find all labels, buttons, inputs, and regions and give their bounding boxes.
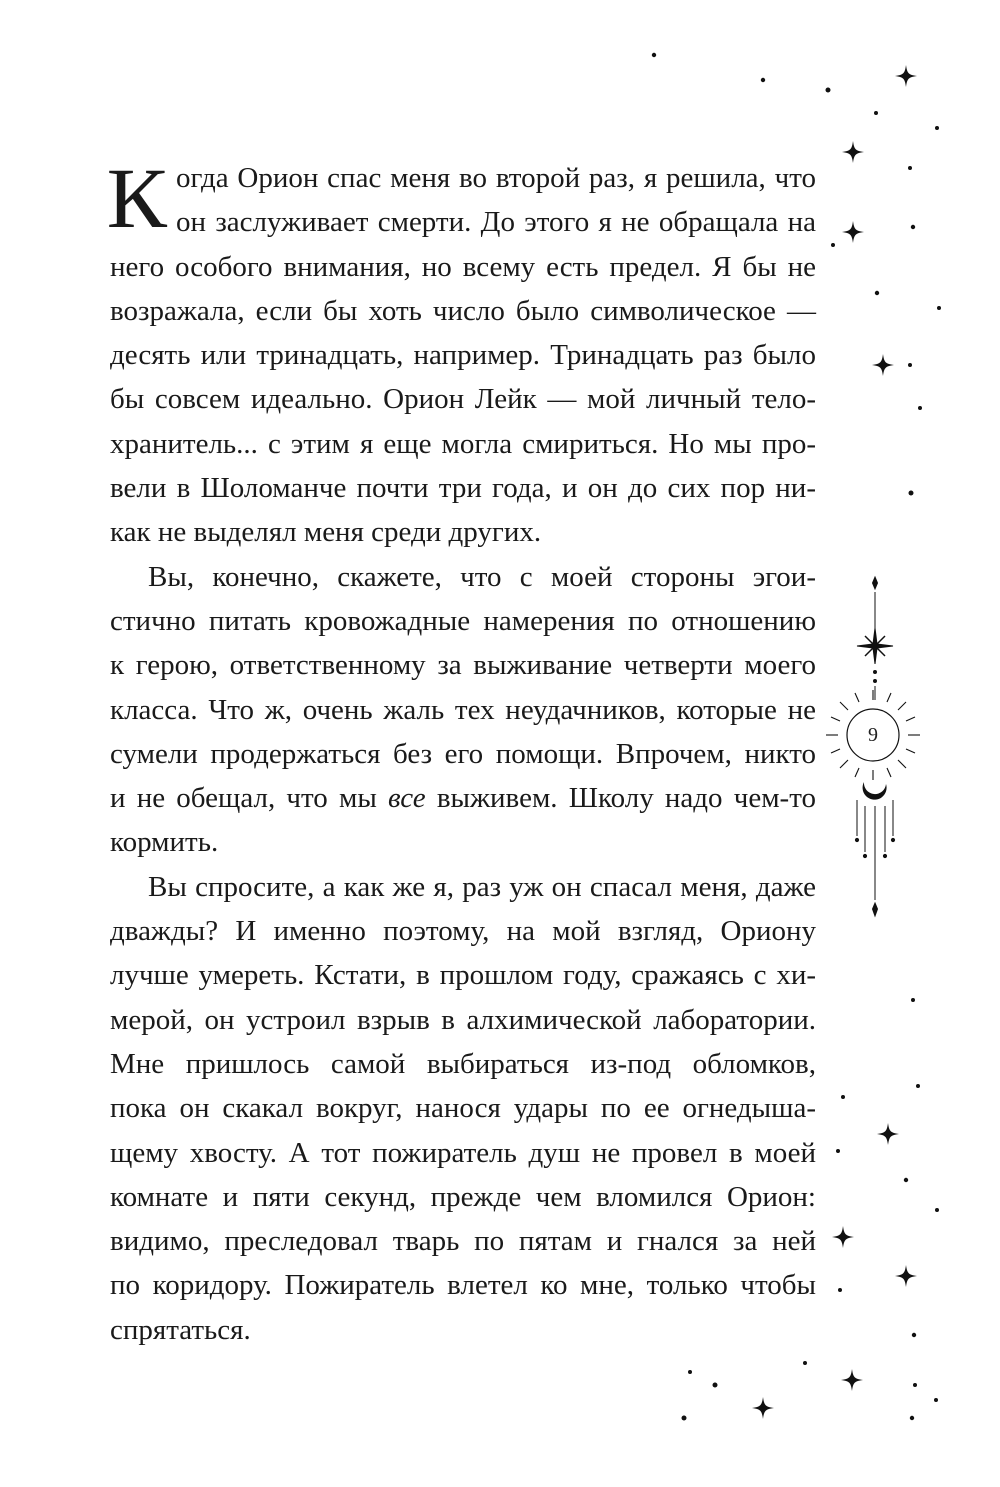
star-icon: [872, 354, 894, 376]
text-line: него особого внимания, но всему есть предел. Я бы не: [110, 250, 816, 283]
star-icon: [841, 1369, 863, 1391]
text-line: Мне пришлось самой выбираться из-под обломков,: [110, 1047, 816, 1080]
star-icon: [752, 1397, 774, 1419]
text-segment: и не обещал, что мы: [110, 782, 389, 815]
page-number: 9: [868, 724, 878, 746]
text-line: [110, 776, 816, 820]
text-line: хранитель... с этим я еще могла смириться. Но мы про-: [110, 427, 816, 460]
star-icon: [895, 1265, 917, 1287]
star-icon: [842, 221, 864, 243]
text-line: дважды? И именно поэтому, на мой взгляд, Ориону: [110, 915, 816, 948]
body-text: [106, 150, 817, 1352]
text-line: он заслуживает смерти. До этого я не обращала на: [176, 206, 816, 239]
text-line: лучше умереть. Кстати, в прошлом году, сражаясь с хи-: [110, 959, 816, 992]
star-icon: [842, 141, 864, 163]
drop-cap: К: [106, 150, 167, 246]
star-icon: [895, 65, 917, 87]
text-line: щему хвосту. А тот пожиратель душ не провел в моей: [110, 1136, 816, 1169]
text-line: комнате и пяти секунд, прежде чем вломился Орион:: [110, 1180, 816, 1213]
text-line: как не выделял меня среди других.: [110, 516, 542, 549]
emphasized-word: все: [388, 782, 426, 815]
star-icon: [832, 1226, 854, 1248]
text-line: сумели продержаться без его помощи. Впрочем, никто: [110, 737, 816, 770]
text-line: возражала, если бы хоть число было символическое —: [110, 294, 816, 327]
text-line: десять или тринадцать, например. Тринадцать раз было: [110, 339, 816, 372]
text-line: бы совсем идеально. Орион Лейк — мой личный тело-: [110, 383, 816, 416]
text-segment: выживем. Школу надо чем-то: [425, 782, 817, 815]
text-line: Вы, конечно, скажете, что с моей стороны эгои-: [148, 560, 816, 593]
text-line: к герою, ответственному за выживание четверти моего: [110, 649, 816, 682]
text-line: мерой, он устроил взрыв в алхимической лаборатории.: [110, 1003, 816, 1036]
text-line: огда Орион спас меня во второй раз, я решила, что: [176, 162, 816, 194]
text-line: спрятаться.: [110, 1313, 251, 1346]
text-line: пока он скакал вокруг, нанося удары по ее огнедыша-: [110, 1092, 816, 1125]
text-line: стично питать кровожадные намерения по отношению: [110, 604, 816, 637]
star-icon: [877, 1123, 899, 1145]
text-line: класса. Что ж, очень жаль тех неудачников, которые не: [110, 693, 816, 726]
text-line: Вы спросите, а как же я, раз уж он спасал меня, даже: [148, 870, 816, 903]
text-line: видимо, преследовал тварь по пятам и гнался за ней: [110, 1225, 816, 1258]
text-line: кормить.: [110, 826, 219, 859]
text-line: по коридору. Пожиратель влетел ко мне, только чтобы: [110, 1269, 816, 1302]
text-line: вели в Шоломанче почти три года, и он до сих пор ни-: [110, 472, 816, 505]
